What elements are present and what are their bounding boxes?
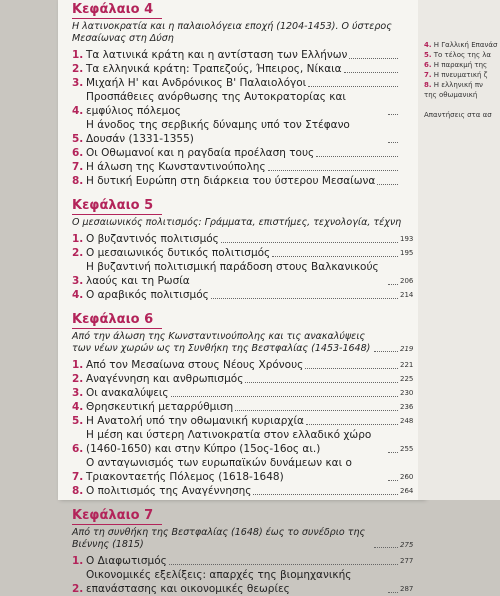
toc-entry bbox=[72, 118, 412, 146]
right-page-entry-number: 4. bbox=[424, 41, 432, 49]
chapter-6-list bbox=[72, 358, 412, 498]
toc-entry-page: 236 bbox=[400, 403, 414, 411]
toc-entry-number: 2. bbox=[72, 247, 84, 259]
dot-leader bbox=[344, 72, 398, 73]
toc-entry-number: 4. bbox=[72, 105, 84, 117]
toc-entry bbox=[72, 232, 412, 246]
toc-entry bbox=[72, 90, 412, 118]
chapter-4-heading: Κεφάλαιο 4 bbox=[72, 2, 162, 19]
dot-leader bbox=[169, 564, 398, 565]
toc-entry-page: 260 bbox=[400, 473, 414, 481]
dot-leader bbox=[235, 410, 398, 411]
toc-entry-number: 2. bbox=[72, 63, 84, 75]
toc-entry-title: Η βυζαντινή πολιτισμική παράδοση στους Βαλκανικούς λαούς και τη Ρωσία bbox=[86, 261, 379, 287]
toc-entry-page: 225 bbox=[400, 375, 414, 383]
dot-leader bbox=[272, 256, 398, 257]
right-page-entry-title: Η Γαλλική Επανάσ bbox=[433, 41, 498, 49]
book-page-left bbox=[58, 0, 424, 595]
toc-entry bbox=[72, 372, 412, 386]
toc-entry-title: Οικονομικές εξελίξεις: απαρχές της βιομηχανικής επανάστασης και οικονομικές θεωρίες bbox=[86, 569, 352, 595]
toc-entry-number: 1. bbox=[72, 49, 84, 61]
toc-entry-number: 8. bbox=[72, 175, 84, 187]
chapter-6-intro: Από την άλωση της Κωνσταντινούπολης και τις ανακαλύψεις των νέων χωρών ως τη Συνθήκη της Βεστφαλίας (1453-1648) bbox=[72, 331, 371, 354]
chapter-5-list bbox=[72, 232, 412, 302]
toc-entry bbox=[72, 386, 412, 400]
dot-leader bbox=[211, 298, 398, 299]
dot-leader bbox=[253, 494, 398, 495]
chapter-6-intro-page: 219 bbox=[400, 345, 414, 353]
dot-leader bbox=[388, 592, 398, 593]
toc-entry-page: 221 bbox=[400, 361, 414, 369]
toc-entry-number: 3. bbox=[72, 275, 84, 287]
answers-line: Απαντήσεις στα ασ bbox=[424, 111, 492, 119]
toc-entry-number: 3. bbox=[72, 387, 84, 399]
toc-entry-page: 264 bbox=[400, 487, 414, 495]
toc-entry-title: Ο αραβικός πολιτισμός bbox=[86, 289, 209, 301]
toc-entry-title: Θρησκευτική μεταρρύθμιση bbox=[86, 401, 234, 413]
toc-entry-title: Τα λατινικά κράτη και η αντίσταση των Ελλήνων bbox=[86, 49, 348, 61]
chapter-6-intro-row bbox=[72, 331, 412, 355]
toc-entry-page: 248 bbox=[400, 417, 414, 425]
toc-entry-title: Η άλωση της Κωνσταντινούπολης bbox=[86, 161, 266, 173]
right-page-entry-title: Το τέλος της λα bbox=[433, 51, 492, 59]
toc-entry-number: 1. bbox=[72, 233, 84, 245]
toc-entry-title: Η μέση και ύστερη Λατινοκρατία στον ελλαδικό χώρο (1460-1650) και στην Κύπρο (15ος-16ος αι.) bbox=[86, 429, 372, 455]
toc-entry-title: Η δυτική Ευρώπη στη διάρκεια του ύστερου Μεσαίωνα bbox=[86, 175, 376, 187]
toc-entry bbox=[72, 554, 412, 568]
toc-entry-number: 5. bbox=[72, 133, 84, 145]
toc-entry bbox=[72, 246, 412, 260]
toc-entry-title: Ο μεσαιωνικός δυτικός πολιτισμός bbox=[86, 247, 271, 259]
dot-leader bbox=[388, 480, 398, 481]
toc-entry-title: Ο βυζαντινός πολιτισμός bbox=[86, 233, 219, 245]
toc-entry-number: 5. bbox=[72, 415, 84, 427]
right-page-entry bbox=[418, 70, 500, 80]
dot-leader bbox=[306, 424, 398, 425]
toc-entry-number: 1. bbox=[72, 359, 84, 371]
dot-leader bbox=[388, 452, 398, 453]
chapter-5-heading: Κεφάλαιο 5 bbox=[72, 198, 162, 215]
toc-entry bbox=[72, 62, 412, 76]
toc-entry bbox=[72, 358, 412, 372]
toc-entry-title: Αναγέννηση και ανθρωπισμός bbox=[86, 373, 244, 385]
right-page-entry bbox=[418, 80, 500, 90]
toc-entry-number: 4. bbox=[72, 401, 84, 413]
chapter-4-list bbox=[72, 48, 412, 188]
right-page-entry bbox=[418, 60, 500, 70]
toc-entry-page: 193 bbox=[400, 235, 414, 243]
toc-entry-number: 7. bbox=[72, 161, 84, 173]
toc-entry-title: Η Ανατολή υπό την οθωμανική κυριαρχία bbox=[86, 415, 304, 427]
dot-leader bbox=[377, 184, 398, 185]
dot-leader bbox=[349, 58, 398, 59]
toc-entry-number: 7. bbox=[72, 471, 84, 483]
toc-entry-number: 2. bbox=[72, 583, 84, 595]
right-page-entry-number: 8. bbox=[424, 81, 432, 89]
right-page-entry-title: της οθωμανική bbox=[424, 91, 478, 99]
toc-entry-page: 195 bbox=[400, 249, 414, 257]
toc-entry-number: 8. bbox=[72, 485, 84, 497]
dot-leader bbox=[316, 156, 398, 157]
toc-entry-page: 206 bbox=[400, 277, 414, 285]
toc-entry-number: 2. bbox=[72, 373, 84, 385]
toc-entry-title: Η άνοδος της σερβικής δύναμης υπό τον Στέφανο Δουσάν (1331-1355) bbox=[86, 119, 350, 145]
chapter-7-intro-page: 275 bbox=[400, 541, 414, 549]
chapter-5-intro: Ο μεσαιωνικός πολιτισμός: Γράμματα, επιστήμες, τεχνολογία, τέχνη bbox=[72, 217, 402, 228]
toc-entry-page: 255 bbox=[400, 445, 414, 453]
toc-entry bbox=[72, 174, 412, 188]
dot-leader bbox=[305, 368, 398, 369]
right-page-entry-number: 5. bbox=[424, 51, 432, 59]
chapter-6-heading: Κεφάλαιο 6 bbox=[72, 312, 162, 329]
dot-leader bbox=[221, 242, 398, 243]
toc-entry-number: 1. bbox=[72, 555, 84, 567]
toc-entry bbox=[72, 428, 412, 456]
right-page-entry-number: 7. bbox=[424, 71, 432, 79]
toc-entry-page: 277 bbox=[400, 557, 414, 565]
toc-entry bbox=[72, 146, 412, 160]
chapter-7-list bbox=[72, 554, 412, 596]
chapter-7-intro: Από τη συνθήκη της Βεστφαλίας (1648) έως το συνέδριο της Βιέννης (1815) bbox=[72, 527, 366, 550]
toc-entry-number: 6. bbox=[72, 443, 84, 455]
right-page-entry-title: Η ελληνική πν bbox=[433, 81, 483, 89]
toc-entry-title: Τα ελληνικά κράτη: Τραπεζούς, Ήπειρος, Νίκαια bbox=[86, 63, 342, 75]
chapter-7-heading: Κεφάλαιο 7 bbox=[72, 508, 162, 525]
dot-leader bbox=[268, 170, 398, 171]
dot-leader bbox=[388, 142, 398, 143]
toc-entry-title: Μιχαήλ Η' και Ανδρόνικος Β' Παλαιολόγοι bbox=[86, 77, 307, 89]
toc-entry bbox=[72, 568, 412, 596]
toc-entry bbox=[72, 456, 412, 484]
chapter-4-intro: Η λατινοκρατία και η παλαιολόγεια εποχή (1204-1453). Ο ύστερος Μεσαίωνας στη Δύση bbox=[72, 21, 392, 44]
chapter-7-intro-row bbox=[72, 527, 412, 551]
dot-leader bbox=[245, 382, 398, 383]
dot-leader bbox=[308, 86, 398, 87]
right-page-entry-number: 6. bbox=[424, 61, 432, 69]
table-of-contents bbox=[72, 0, 412, 596]
right-page-entry-title: Η πνευματική ζ bbox=[433, 71, 488, 79]
right-page-entry bbox=[418, 40, 500, 50]
toc-entry-page: 214 bbox=[400, 291, 414, 299]
toc-entry bbox=[72, 414, 412, 428]
dot-leader bbox=[171, 396, 398, 397]
toc-entry bbox=[72, 400, 412, 414]
right-page-entry bbox=[418, 90, 500, 100]
toc-entry-title: Οι ανακαλύψεις bbox=[86, 387, 169, 399]
toc-entry-number: 3. bbox=[72, 77, 84, 89]
toc-entry-page: 287 bbox=[400, 585, 414, 593]
right-page-list bbox=[418, 40, 500, 100]
toc-entry-title: Ο πολιτισμός της Αναγέννησης bbox=[86, 485, 252, 497]
toc-entry bbox=[72, 160, 412, 174]
book-page-right bbox=[418, 0, 500, 500]
toc-entry-title: Οι Οθωμανοί και η ραγδαία προέλαση τους bbox=[86, 147, 315, 159]
toc-entry bbox=[72, 288, 412, 302]
toc-entry-number: 6. bbox=[72, 147, 84, 159]
toc-entry bbox=[72, 48, 412, 62]
toc-entry-title: Προσπάθειες ανόρθωσης της Αυτοκρατορίας και εμφύλιος πόλεμος bbox=[86, 91, 346, 117]
right-page-entry bbox=[418, 50, 500, 60]
toc-entry bbox=[72, 260, 412, 288]
dot-leader bbox=[388, 114, 398, 115]
right-page-entry-title: Η παρακμή της bbox=[433, 61, 488, 69]
toc-entry-title: Ο ανταγωνισμός των ευρωπαϊκών δυνάμεων και ο Τριακονταετής Πόλεμος (1618-1648) bbox=[86, 457, 352, 483]
toc-entry-title: Ο Διαφωτισμός bbox=[86, 555, 167, 567]
toc-entry-page: 230 bbox=[400, 389, 414, 397]
toc-entry-title: Από τον Μεσαίωνα στους Νέους Χρόνους bbox=[86, 359, 304, 371]
toc-entry-number: 4. bbox=[72, 289, 84, 301]
toc-entry bbox=[72, 76, 412, 90]
dot-leader bbox=[388, 284, 398, 285]
toc-entry bbox=[72, 484, 412, 498]
